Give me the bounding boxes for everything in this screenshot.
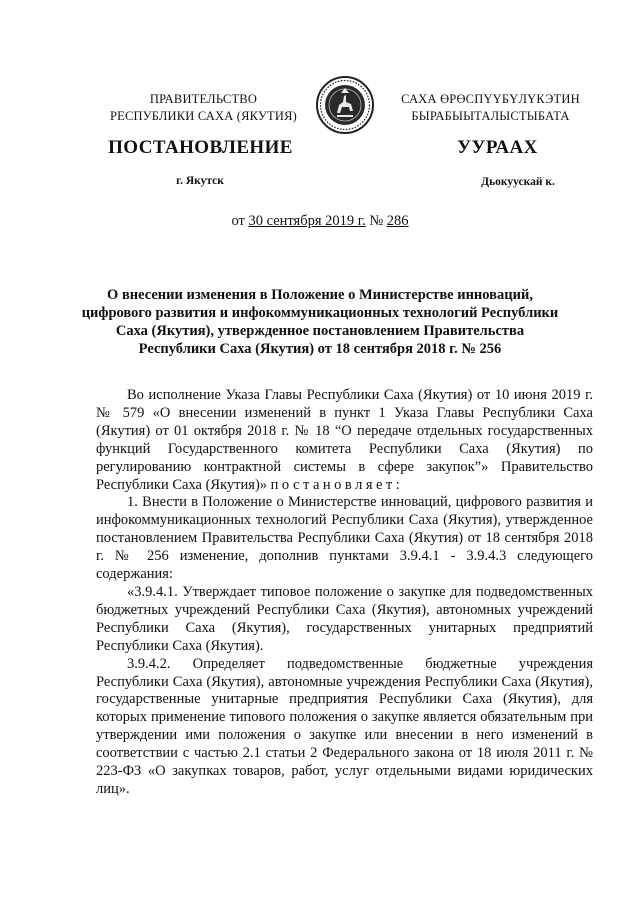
title-line: Саха (Якутия), утвержденное постановлением Правительства (115, 323, 525, 339)
republic-label: РЕСПУБЛИКИ САХА (ЯКУТИЯ) (110, 109, 297, 123)
number-prefix: № (365, 213, 387, 229)
title-line: цифрового развития и инфокоммуникационных технологий Республики (81, 305, 559, 321)
date-prefix: от (231, 213, 249, 229)
body-paragraph: 1. Внести в Положение о Министерстве инноваций, цифрового развития и инфокоммуникационных технологий Республики Саха (Якутия), утвержденное постановлением Правительства Республики Саха (Якутия) от 18 сентября 2018 г. № 256 изменение, дополнив пунктами 3.9.4.1 - 3.9.4.3 следующего содержания: (96, 494, 593, 583)
coat-of-arms-emblem (315, 75, 375, 135)
doc-type-title-ru: ПОСТАНОВЛЕНИЕ (108, 137, 293, 158)
resolves-word: постановляет: (270, 476, 404, 493)
city-ru: г. Якутск (176, 175, 224, 187)
header-left-block (96, 91, 311, 125)
republic-label-yakut: БЫРАБЫЫТАЛЫСТЫБАТА (411, 109, 570, 123)
document-date: 30 сентября 2019 г. (248, 213, 366, 229)
doc-type-title-yakut: УУРААХ (457, 137, 538, 158)
document-body (96, 387, 593, 799)
body-paragraph: 3.9.4.2. Определяет подведомственные бюджетные учреждения Республики Саха (Якутия), автономные учреждения Республики Саха (Якутия), государственные унитарные предприятия Республики Саха (Якутия), для которых применение типового положения о закупке является обязательным при утверждении ими положения о закупке или внесении в него изменений в соответствии с частью 2.1 статьи 2 Федерального закона от 18 июля 2011 г. № 223-ФЗ «О закупках товаров, работ, услуг отдельными видами юридических лиц». (96, 655, 593, 797)
government-label-yakut: САХА ӨРӨСПҮҮБҮЛҮКЭТИН (401, 92, 580, 106)
body-paragraph: «3.9.4.1. Утверждает типовое положение о закупке для подведомственных бюджетных учреждений Республики Саха (Якутия), автономных учреждений Республики Саха (Якутия), государственных унитарных предприятий Республики Саха (Якутия). (96, 583, 593, 654)
paragraph-text: Во исполнение Указа Главы Республики Саха (Якутия) от 10 июня 2019 г. № 579 «О внесении изменений в пункт 1 Указа Главы Республики Саха (Якутия) от 01 октября 2018 г. № 18 “О передаче отдельных государственных функций Государственного комитета Республики Саха (Якутия) по регулированию контрактной системы в сфере закупок”» Правительство Республики Саха (Якутия)» (96, 387, 593, 493)
title-line: О внесении изменения в Положение о Министерстве инноваций, (107, 287, 533, 303)
document-dateline (0, 213, 640, 230)
header-right-block (378, 91, 603, 125)
body-paragraph (96, 387, 593, 494)
document-number: 286 (386, 213, 409, 229)
government-label: ПРАВИТЕЛЬСТВО (149, 92, 258, 106)
document-title (70, 286, 570, 358)
city-yakut: Дьокуускай к. (481, 176, 555, 188)
title-line: Республики Саха (Якутия) от 18 сентября 2018 г. № 256 (138, 341, 502, 357)
